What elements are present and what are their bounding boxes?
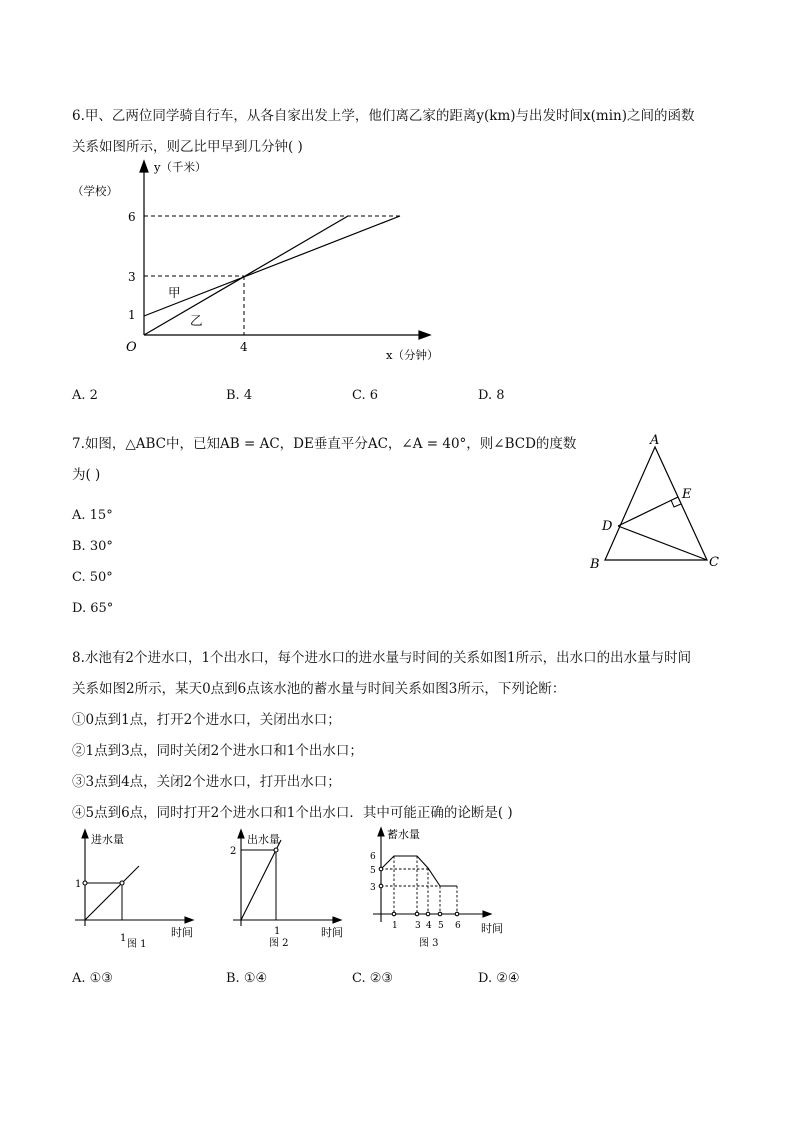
fig3-x-tick-4: 4 bbox=[426, 921, 432, 931]
q6-text-line1: 6.甲、乙两位同学骑自行车，从各自家出发上学，他们离乙家的距离y(km)与出发时间x(min)之间的函数 bbox=[72, 108, 695, 124]
q7-option-c[interactable]: C. 50° bbox=[72, 570, 113, 585]
point-d: D bbox=[602, 519, 613, 534]
school-label: （学校） bbox=[72, 184, 118, 198]
q6-text-line2: 关系如图所示，则乙比甲早到几分钟( ) bbox=[72, 139, 303, 155]
q6-option-a[interactable]: A. 2 bbox=[72, 388, 98, 403]
fig2-caption: 图 2 bbox=[269, 938, 289, 949]
q7-text-line1: 7.如图，△ABC中，已知AB = AC，DE垂直平分AC，∠A = 40°，则∠BCD的度数 bbox=[72, 436, 577, 452]
fig3-y-tick-3: 3 bbox=[370, 883, 376, 893]
y-tick-1: 1 bbox=[128, 308, 136, 322]
storage-line bbox=[381, 856, 457, 886]
q6-distance-time-graph bbox=[60, 155, 460, 370]
fig2-y-tick: 2 bbox=[230, 846, 237, 857]
fig1-caption: 图 1 bbox=[127, 939, 147, 950]
q7-option-b[interactable]: B. 30° bbox=[72, 539, 113, 554]
label-jia: 甲 bbox=[168, 285, 181, 300]
x-axis-arrow bbox=[419, 331, 430, 339]
x-tick-4: 4 bbox=[240, 340, 248, 354]
q6-option-b[interactable]: B. 4 bbox=[226, 388, 253, 403]
q6-option-c[interactable]: C. 6 bbox=[352, 388, 379, 403]
q7-option-d[interactable]: D. 65° bbox=[72, 601, 114, 616]
q6-option-d[interactable]: D. 8 bbox=[478, 388, 505, 403]
fig3-x-tick-6: 6 bbox=[455, 921, 461, 931]
q8-text-line1: 8.水池有2个进水口，1个出水口，每个进水口的进水量与时间的关系如图1所示，出水口的出水量与时间 bbox=[72, 650, 692, 666]
q7-triangle-figure bbox=[585, 430, 730, 575]
vertex-b: B bbox=[590, 557, 600, 572]
inflow-line bbox=[85, 866, 139, 920]
fig2-y-label: 出水量 bbox=[247, 833, 280, 846]
fig3-y-tick-5: 5 bbox=[370, 866, 376, 876]
fig3-x-tick-1: 1 bbox=[392, 921, 398, 931]
q8-statement-2: ②1点到3点，同时关闭2个进水口和1个出水口； bbox=[72, 743, 363, 759]
fig3-x-tick-3: 3 bbox=[415, 921, 421, 931]
q7-text-line2: 为( ) bbox=[72, 467, 101, 483]
y-axis-label: y（千米） bbox=[154, 160, 207, 174]
q8-fig1-inflow-graph bbox=[65, 828, 205, 953]
q8-fig3-storage-graph bbox=[365, 826, 515, 956]
line-jia bbox=[144, 216, 400, 316]
fig3-x-tick-5: 5 bbox=[438, 921, 444, 931]
q7-option-a[interactable]: A. 15° bbox=[72, 508, 113, 523]
triangle-abc bbox=[605, 447, 707, 560]
fig3-x-label: 时间 bbox=[481, 922, 503, 935]
y-tick-6: 6 bbox=[128, 210, 136, 224]
q8-statement-3: ③3点到4点，关闭2个进水口，打开出水口； bbox=[72, 774, 341, 790]
q8-option-d[interactable]: D. ②④ bbox=[478, 971, 520, 986]
fig1-y-label: 进水量 bbox=[91, 833, 124, 846]
fig3-y-label: 蓄水量 bbox=[387, 828, 420, 841]
fig1-y-tick: 1 bbox=[75, 879, 82, 890]
fig2-x-tick: 1 bbox=[274, 926, 281, 937]
fig1-x-label: 时间 bbox=[171, 926, 193, 939]
fig3-caption: 图 3 bbox=[419, 938, 439, 949]
label-yi: 乙 bbox=[190, 313, 203, 328]
point-e: E bbox=[682, 487, 692, 502]
q8-option-c[interactable]: C. ②③ bbox=[352, 971, 394, 986]
vertex-a: A bbox=[650, 433, 660, 448]
fig2-x-label: 时间 bbox=[321, 926, 343, 939]
q8-fig2-outflow-graph bbox=[225, 828, 355, 953]
vertex-c: C bbox=[709, 555, 719, 570]
q8-statement-1: ①0点到1点，打开2个进水口，关闭出水口； bbox=[72, 712, 341, 728]
y-axis-arrow bbox=[140, 161, 148, 172]
y-tick-3: 3 bbox=[128, 270, 136, 284]
q8-text-line2: 关系如图2所示，某天0点到6点该水池的蓄水量与时间关系如图3所示，下列论断： bbox=[72, 681, 566, 697]
fig3-y-tick-6: 6 bbox=[370, 852, 376, 862]
q8-option-a[interactable]: A. ①③ bbox=[72, 971, 113, 986]
q8-option-b[interactable]: B. ①④ bbox=[226, 971, 268, 986]
fig1-x-tick: 1 bbox=[120, 933, 127, 944]
x-axis-label: x（分钟） bbox=[386, 348, 439, 362]
q8-statement-4: ④5点到6点，同时打开2个进水口和1个出水口．其中可能正确的论断是( ) bbox=[72, 805, 513, 821]
origin-label: O bbox=[126, 340, 137, 355]
